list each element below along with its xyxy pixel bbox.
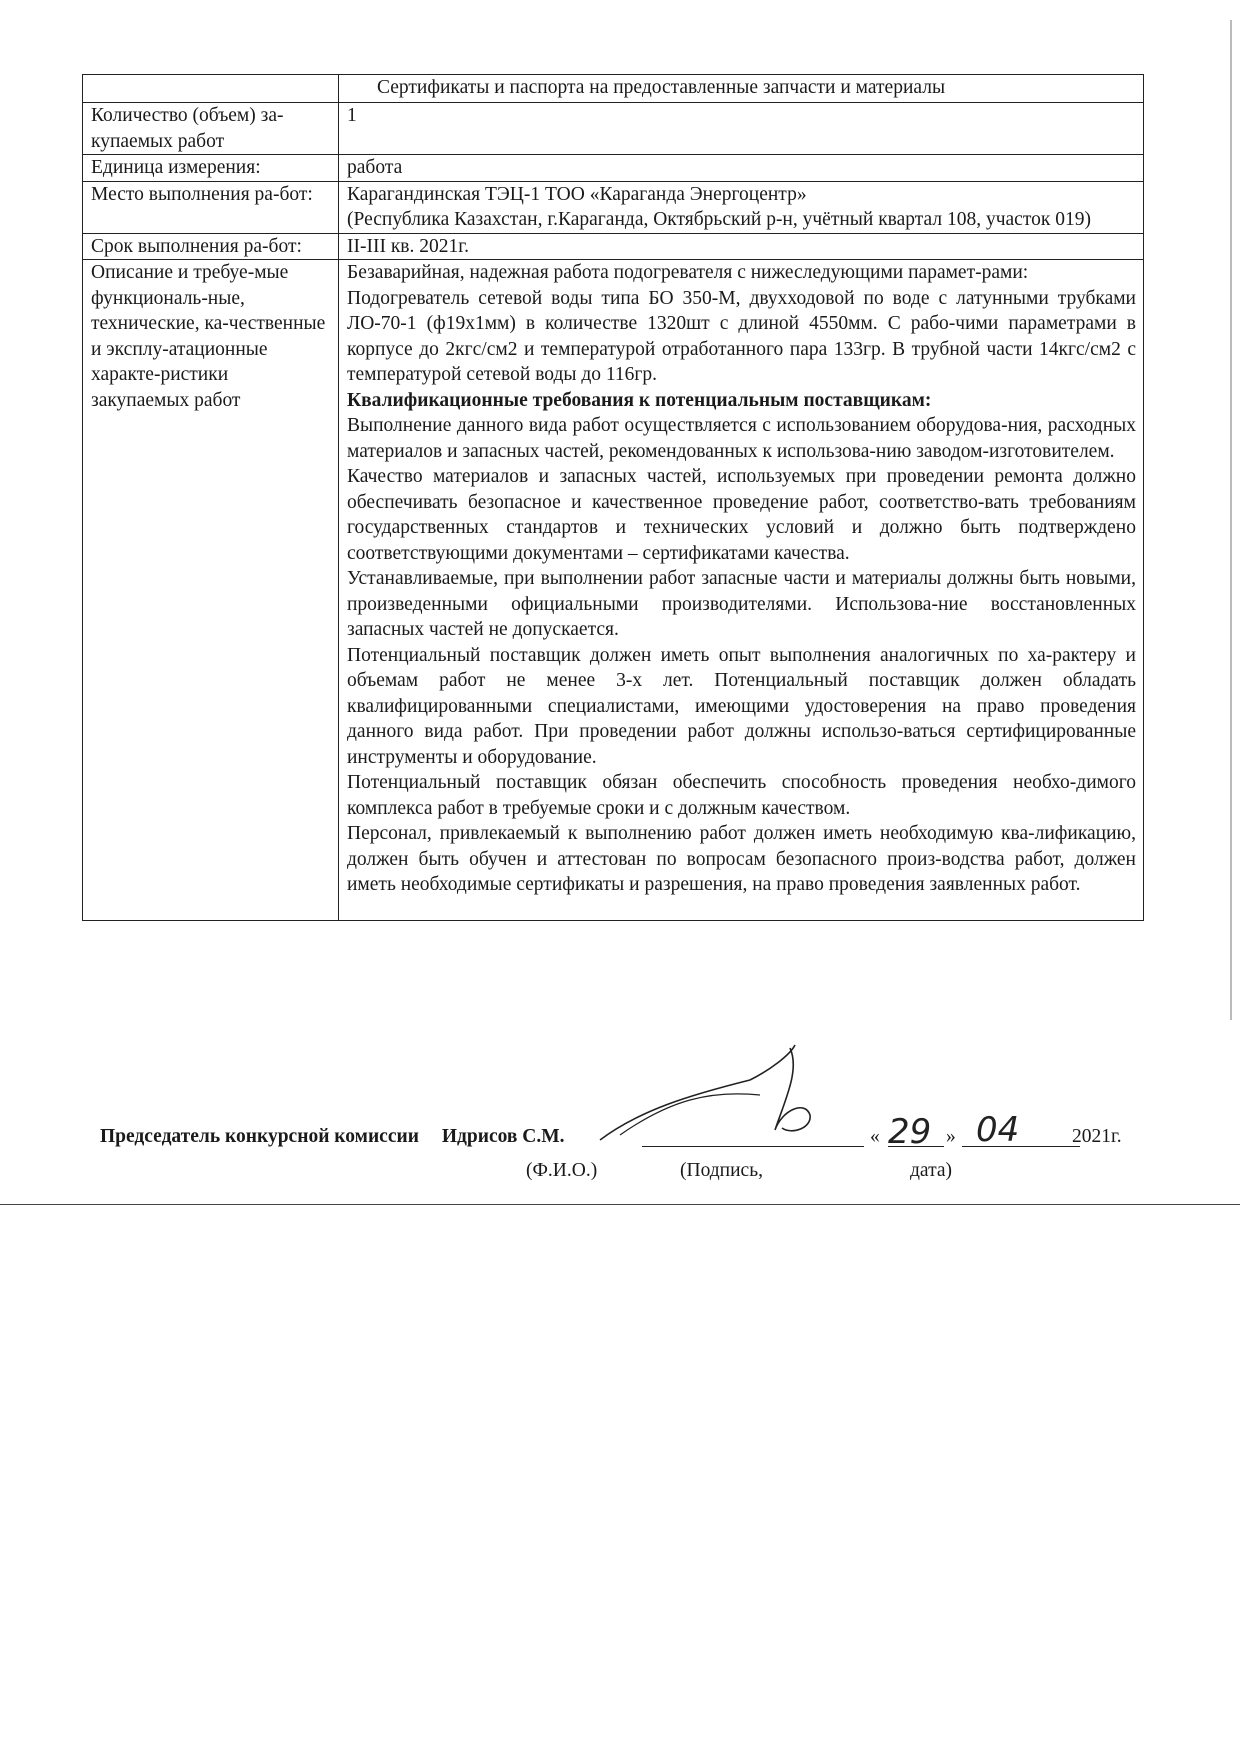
row-label: Единица измерения: [83, 155, 339, 182]
table-cell-empty [83, 75, 339, 103]
signature-underline [642, 1146, 864, 1147]
location-line: Карагандинская ТЭЦ-1 ТОО «Караганда Энергоцентр» [347, 183, 807, 205]
caption-signature: (Подпись, [680, 1160, 763, 1181]
caption-date: дата) [910, 1160, 952, 1181]
description-paragraph: Устанавливаемые, при выполнении работ запасные части и материалы должны быть новыми, произведенными официальными производителями. Использова-ние восстановленных запасных частей не допускается. [347, 568, 1136, 640]
page-divider [0, 1204, 1240, 1205]
row-value: 1 [339, 103, 1144, 155]
qualification-heading: Квалификационные требования к потенциальным поставщикам: [347, 389, 932, 411]
row-label: Место выполнения ра-бот: [83, 181, 339, 233]
date-close-quote: » [946, 1126, 956, 1147]
table-row [83, 75, 1144, 103]
chair-label: Председатель конкурсной комиссии [100, 1126, 419, 1147]
description-paragraph: Персонал, привлекаемый к выполнению работ должен иметь необходимую ква-лификацию, должен быть обучен и аттестован по вопросам безопасного произ-водства работ, должен иметь необходимые сертификаты и разрешения, на право проведения заявленных работ. [347, 823, 1136, 895]
chair-name: Идрисов С.М. [441, 1126, 565, 1147]
description-cell [339, 260, 1144, 921]
date-month: 04 [976, 1110, 1020, 1150]
description-paragraph: Подогреватель сетевой воды типа БО 350-М, двухходовой по воде с латунными трубками ЛО-70-1 (ф19х1мм) в количестве 1320шт с длиной 4550мм. С рабо-чими параметрами в корпусе до 2кгс/см2 и температурой отработанного пара 133гр. В трубной части 14кгс/см2 с температурой сетевой воды до 116гр. [347, 287, 1136, 385]
caption-fio: (Ф.И.О.) [526, 1160, 598, 1181]
date-open-quote: « [870, 1126, 880, 1147]
table-row [83, 260, 1144, 921]
signature-line [100, 1126, 565, 1148]
table-row [83, 233, 1144, 260]
day-underline [888, 1146, 944, 1147]
description-paragraph: Качество материалов и запасных частей, используемых при проведении ремонта должно обеспечивать безопасное и качественное проведение работ, соответство-вать требованиям государственных стандартов и технических условий и должно быть подтверждено соответствующими документами – сертификатами качества. [347, 466, 1136, 564]
row-label: Срок выполнения ра-бот: [83, 233, 339, 260]
date-year: 2021г. [1072, 1126, 1122, 1147]
page-edge [1230, 20, 1232, 1020]
row-value: II-III кв. 2021г. [339, 233, 1144, 260]
description-paragraph: Потенциальный поставщик обязан обеспечить способность проведения необхо-димого комплекса работ в требуемые сроки и с должным качеством. [347, 772, 1136, 819]
month-underline [962, 1146, 1080, 1147]
row-value: работа [339, 155, 1144, 182]
table-row [83, 103, 1144, 155]
description-paragraph: Потенциальный поставщик должен иметь опыт выполнения аналогичных по ха-рактеру и объемам работ не менее 3-х лет. Потенциальный поставщик должен обладать квалифицированными специалистами, имеющими удостоверения на право проведения данного вида работ. При проведении работ должны использо-ваться сертифицированные инструменты и оборудование. [347, 644, 1136, 768]
row-label: Количество (объем) за-купаемых работ [83, 103, 339, 155]
description-paragraph: Безаварийная, надежная работа подогревателя с нижеследующими парамет-рами: [347, 262, 1029, 283]
description-paragraph: Выполнение данного вида работ осуществляется с использованием оборудова-ния, расходных материалов и запасных частей, рекомендованных к использова-нию заводом-изготовителем. [347, 415, 1136, 462]
table-row [83, 181, 1144, 233]
table-row [83, 155, 1144, 182]
row-value [339, 181, 1144, 233]
date-day: 29 [888, 1112, 932, 1152]
row-label: Описание и требуе-мые функциональ-ные, технические, ка-чественные и эксплу-атационные характе-ристики закупаемых работ [83, 260, 339, 921]
handwritten-signature [560, 1040, 900, 1150]
location-line: (Республика Казахстан, г.Караганда, Октябрьский р-н, учётный квартал 108, участок 019) [347, 209, 1091, 230]
specification-table [82, 74, 1144, 921]
certificates-text: Сертификаты и паспорта на предоставленные запчасти и материалы [377, 77, 946, 98]
table-cell [339, 75, 1144, 103]
